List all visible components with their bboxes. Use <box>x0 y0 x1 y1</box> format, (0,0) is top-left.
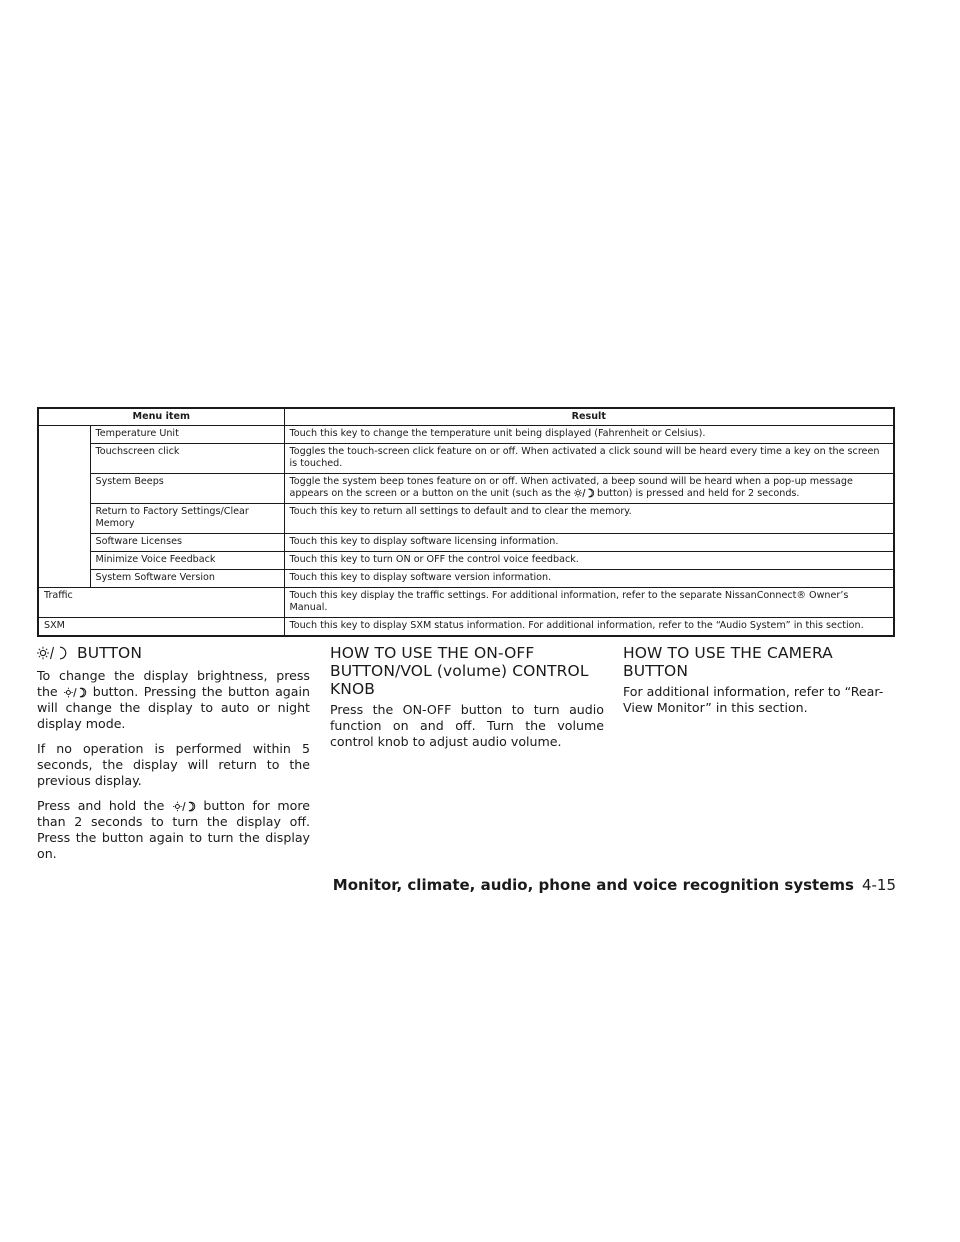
result-cell: Touch this key to change the temperature unit being displayed (Fahrenheit or Celsius). <box>284 426 894 444</box>
header-menu-item: Menu item <box>38 408 284 426</box>
menu-item-cell: System Software Version <box>90 570 284 588</box>
paragraph: If no operation is performed within 5 seconds, the display will return to the previous display. <box>37 741 310 788</box>
table-row <box>38 618 894 637</box>
paragraph-text: To change the display brightness, press the <box>37 668 310 699</box>
table-row <box>38 444 894 474</box>
paragraph: Press the ON-OFF button to turn audio function on and off. Turn the volume control knob to adjust audio volume. <box>330 702 604 749</box>
paragraph-text: button. Pressing the button again will change the display to auto or night display mode. <box>37 684 310 731</box>
menu-item-cell: Return to Factory Settings/Clear Memory <box>90 504 284 534</box>
table-row <box>38 552 894 570</box>
table-row <box>38 426 894 444</box>
footer-chapter-title: Monitor, climate, audio, phone and voice recognition systems <box>332 876 854 894</box>
table-row <box>38 534 894 552</box>
result-cell: Touch this key to display software licensing information. <box>284 534 894 552</box>
section-title: BUTTON <box>77 644 143 662</box>
menu-item-cell: Temperature Unit <box>90 426 284 444</box>
indent-cell <box>38 426 90 588</box>
menu-item-cell: Traffic <box>38 588 284 618</box>
result-text-before-icon: Toggle the system beep tones feature on or off. When activated, a beep sound will be heard when a pop-up message appears on the screen or a button on the unit (such as the <box>289 476 853 499</box>
section-camera-button <box>623 644 898 725</box>
section-brightness-button <box>37 644 310 871</box>
paragraph-text: button for more than 2 seconds to turn the display off. Press the button again to turn the display on. <box>37 798 310 861</box>
paragraph <box>37 798 310 862</box>
brightness-day-night-icon <box>172 801 196 812</box>
result-cell: Touch this key display the traffic settings. For additional information, refer to the separate NissanConnect® Owner’s Manual. <box>284 588 894 618</box>
header-result: Result <box>284 408 894 426</box>
result-text-after-icon: button) is pressed and held for 2 seconds. <box>597 488 800 499</box>
section-title-row <box>37 644 310 662</box>
menu-item-cell: Touchscreen click <box>90 444 284 474</box>
paragraph: For additional information, refer to “Rear-View Monitor” in this section. <box>623 684 884 715</box>
menu-item-cell: System Beeps <box>90 474 284 504</box>
table-row <box>38 474 894 504</box>
menu-item-cell: SXM <box>38 618 284 637</box>
paragraph-text: Press and hold the <box>37 798 165 813</box>
result-cell: Touch this key to display software version information. <box>284 570 894 588</box>
page-footer <box>333 876 896 894</box>
result-cell <box>284 474 894 504</box>
brightness-day-night-icon <box>37 646 69 660</box>
menu-item-cell: Software Licenses <box>90 534 284 552</box>
page-number: 4-15 <box>861 876 896 894</box>
menu-settings-table <box>37 407 895 637</box>
result-cell: Touch this key to turn ON or OFF the control voice feedback. <box>284 552 894 570</box>
section-title: HOW TO USE THE CAMERA BUTTON <box>623 644 833 680</box>
paragraph <box>37 668 310 732</box>
section-on-off-volume <box>330 644 604 759</box>
result-cell: Touch this key to display SXM status information. For additional information, refer to the “Audio System” in this section. <box>284 618 894 637</box>
result-cell: Toggles the touch-screen click feature on or off. When activated a click sound will be heard every time a key on the screen is touched. <box>284 444 894 474</box>
table-row <box>38 588 894 618</box>
table-header-row <box>38 408 894 426</box>
brightness-day-night-icon <box>63 687 87 698</box>
brightness-day-night-icon <box>574 488 594 498</box>
result-cell: Touch this key to return all settings to default and to clear the memory. <box>284 504 894 534</box>
section-title: HOW TO USE THE ON-OFF BUTTON/VOL (volume) CONTROL KNOB <box>330 644 589 698</box>
menu-item-cell: Minimize Voice Feedback <box>90 552 284 570</box>
table-row <box>38 570 894 588</box>
table-row <box>38 504 894 534</box>
